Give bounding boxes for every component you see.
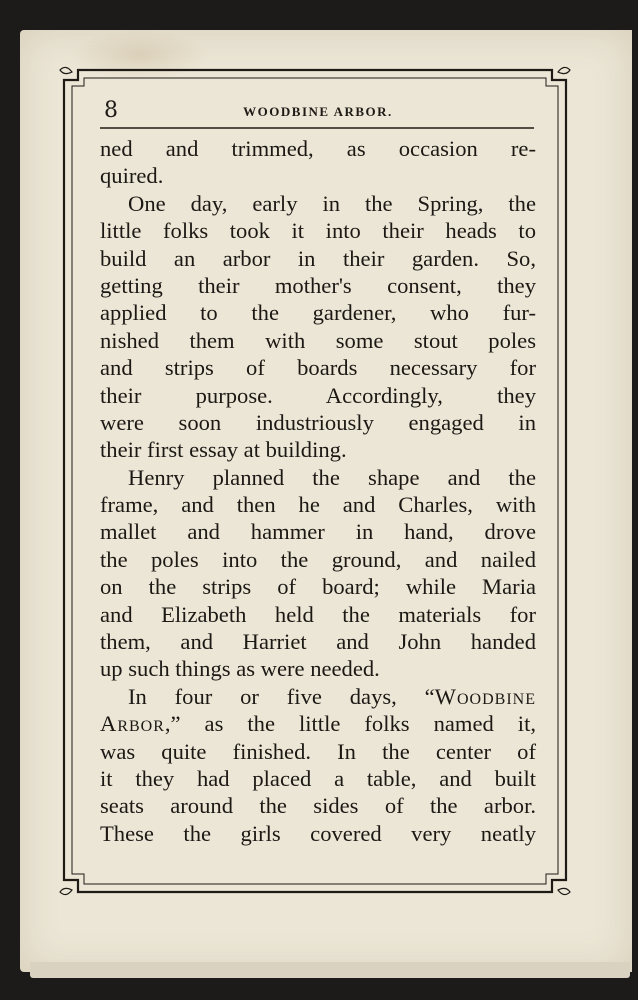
text-line: it they had placed a table, and built [100, 765, 536, 791]
text-line: little folks took it into their heads to [100, 218, 536, 244]
text-line: on the strips of board; while Maria [100, 574, 536, 600]
text-line: them, and Harriet and John handed [100, 629, 536, 655]
text-line: and strips of boards necessary for [100, 355, 536, 381]
text-line: nished them with some stout poles [100, 327, 536, 353]
text-line: up such things as were needed. [100, 656, 380, 682]
text-line: their first essay at building. [100, 437, 347, 463]
text-line: mallet and hammer in hand, drove [100, 519, 536, 545]
page-header [100, 98, 536, 130]
text-line: Arbor,” as the little folks named it, [100, 711, 536, 737]
text-line: was quite finished. In the center of [100, 738, 536, 764]
text-line: were soon industriously engaged in [100, 409, 536, 435]
text-line: applied to the gardener, who fur- [100, 300, 536, 326]
text-line: build an arbor in their garden. So, [100, 245, 536, 271]
text-line: ned and trimmed, as occasion re- [100, 136, 536, 161]
text-line: their purpose. Accordingly, they [100, 382, 536, 408]
text-line: getting their mother's consent, they [100, 272, 536, 298]
page-number: 8 [104, 98, 118, 123]
text-line: seats around the sides of the arbor. [100, 793, 536, 819]
text-line: the poles into the ground, and nailed [100, 546, 536, 572]
text-line: quired. [100, 163, 164, 189]
text-line: Henry planned the shape and the [128, 464, 536, 490]
text-line: and Elizabeth held the materials for [100, 601, 536, 627]
text-line: One day, early in the Spring, the [128, 190, 536, 216]
text-line: These the girls covered very neatly [100, 820, 536, 846]
body-text [100, 135, 536, 847]
text-line: frame, and then he and Charles, with [100, 492, 536, 518]
running-title: WOODBINE ARBOR. [243, 104, 393, 119]
text-line: In four or five days, “Woodbine [128, 683, 536, 709]
